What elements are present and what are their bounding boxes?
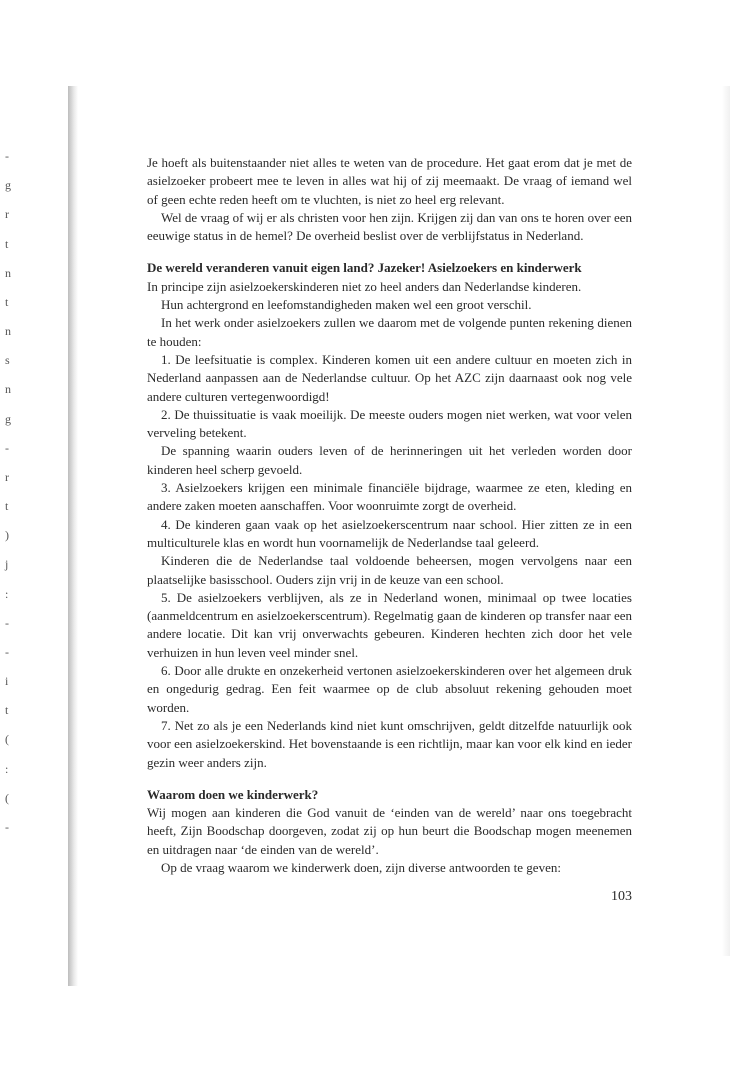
margin-glyph: t [5, 237, 9, 251]
body-paragraph: Hun achtergrond en leefomstandigheden maken wel een groot verschil. [161, 297, 532, 313]
margin-glyph: - [5, 645, 9, 659]
margin-glyph: ( [5, 732, 9, 746]
margin-glyph: - [5, 149, 9, 163]
body-paragraph: Kinderen die de Nederlandse taal voldoende beheersen, mogen vervolgens naar een plaatselijke basisschool. Ouders zijn vrij in de keuze van een school. [147, 553, 632, 587]
list-point-4: 4. De kinderen gaan vaak op het asielzoekerscentrum naar school. Hier zitten ze in een multiculturele klas en wordt hun voornamelijk de Nederlandse taal geleerd. [147, 516, 632, 550]
margin-glyph: - [5, 820, 9, 834]
margin-glyph: s [5, 353, 10, 367]
margin-glyph: n [5, 382, 11, 396]
margin-glyph: i [5, 674, 9, 688]
intro-paragraph-2: Wel de vraag of wij er als christen voor hen zijn. Krijgen zij dan van ons te horen over een eeuwige status in de hemel? De overheid beslist over de verblijfstatus in Nederland. [147, 209, 632, 244]
page-edge [722, 86, 730, 956]
body-paragraph: De spanning waarin ouders leven of de herinneringen uit het verleden worden door kinderen heel scherp gevoeld. [147, 443, 632, 477]
page-text [147, 154, 632, 877]
margin-glyph: j [5, 557, 9, 571]
previous-page-margin [0, 150, 20, 850]
margin-glyph: n [5, 324, 11, 338]
margin-glyph: r [5, 207, 9, 221]
list-point-2: 2. De thuissituatie is vaak moeilijk. De meeste ouders mogen niet werken, wat voor velen verveling betekent. [147, 406, 632, 441]
list-point-5: 5. De asielzoekers verblijven, als ze in Nederland wonen, minimaal op twee locaties (aanmeldcentrum en asielzoekerscentrum). Regelmatig gaan de kinderen op transfer naar een andere locatie. Dit kan vrij onverwachts gebeuren. Kinderen hechten zich door het vele verhuizen in hun leven veel minder snel. [147, 589, 632, 660]
body-paragraph: In principe zijn asielzoekerskinderen niet zo heel anders dan Nederlandse kinderen. [147, 278, 582, 294]
list-point-1: 1. De leefsituatie is complex. Kinderen komen uit een andere cultuur en moeten zich in Nederland aanpassen aan de Nederlandse cultuur. Op het AZC zijn daarnaast ook nog vele andere culturen vertegenwoordigd! [147, 351, 632, 404]
margin-glyph: g [5, 412, 11, 426]
page-number: 103 [611, 889, 632, 904]
margin-glyph: t [5, 703, 9, 717]
page-gutter-shadow [68, 86, 78, 986]
margin-glyph: - [5, 441, 9, 455]
body-paragraph: Op de vraag waarom we kinderwerk doen, zijn diverse antwoorden te geven: [161, 859, 561, 875]
margin-glyph: r [5, 470, 9, 484]
margin-glyph: ) [5, 528, 9, 542]
list-point-7: 7. Net zo als je een Nederlands kind niet kunt omschrijven, geldt ditzelfde natuurlijk ook voor een asielzoekerskind. Het bovenstaande is een richtlijn, maar kan voor elk kind en ieder gezin weer anders zijn. [147, 717, 632, 770]
body-paragraph: Wij mogen aan kinderen die God vanuit de ‘einden van de wereld’ naar ons toegebracht heeft, Zijn Boodschap doorgeven, zodat zij op hun beurt die Boodschap mogen meenemen en uitdragen naar ‘de einden van de wereld’. [147, 805, 632, 857]
section-heading-asylum: De wereld veranderen vanuit eigen land? Jazeker! Asielzoekers en kinderwerk [147, 260, 582, 276]
margin-glyph: n [5, 266, 11, 280]
margin-glyph: t [5, 295, 9, 309]
margin-glyph: - [5, 616, 9, 630]
margin-glyph: ( [5, 791, 9, 805]
margin-glyph: : [5, 762, 9, 776]
intro-paragraph-1: Je hoeft als buitenstaander niet alles te weten van de procedure. Het gaat erom dat je met de asielzoeker probeert mee te leven in alles wat hij of zij meemaakt. De vraag of iemand wel of geen echte reden heeft om te vluchten, is niet zo heel erg relevant. [147, 155, 632, 207]
margin-glyph: t [5, 499, 9, 513]
body-paragraph: In het werk onder asielzoekers zullen we daarom met de volgende punten rekening dienen te houden: [147, 315, 632, 349]
list-point-6: 6. Door alle drukte en onzekerheid vertonen asielzoekerskinderen over het algemeen druk en ongedurig gedrag. Een feit waarmee op de club absoluut rekening gehouden moet worden. [147, 663, 632, 715]
list-point-3: 3. Asielzoekers krijgen een minimale financiële bijdrage, waarmee ze eten, kleding en andere zaken moeten aanschaffen. Voor woonruimte zorgt de overheid. [147, 480, 632, 514]
margin-glyph: g [5, 178, 11, 192]
section-heading-why: Waarom doen we kinderwerk? [147, 786, 319, 802]
margin-glyph: : [5, 587, 9, 601]
